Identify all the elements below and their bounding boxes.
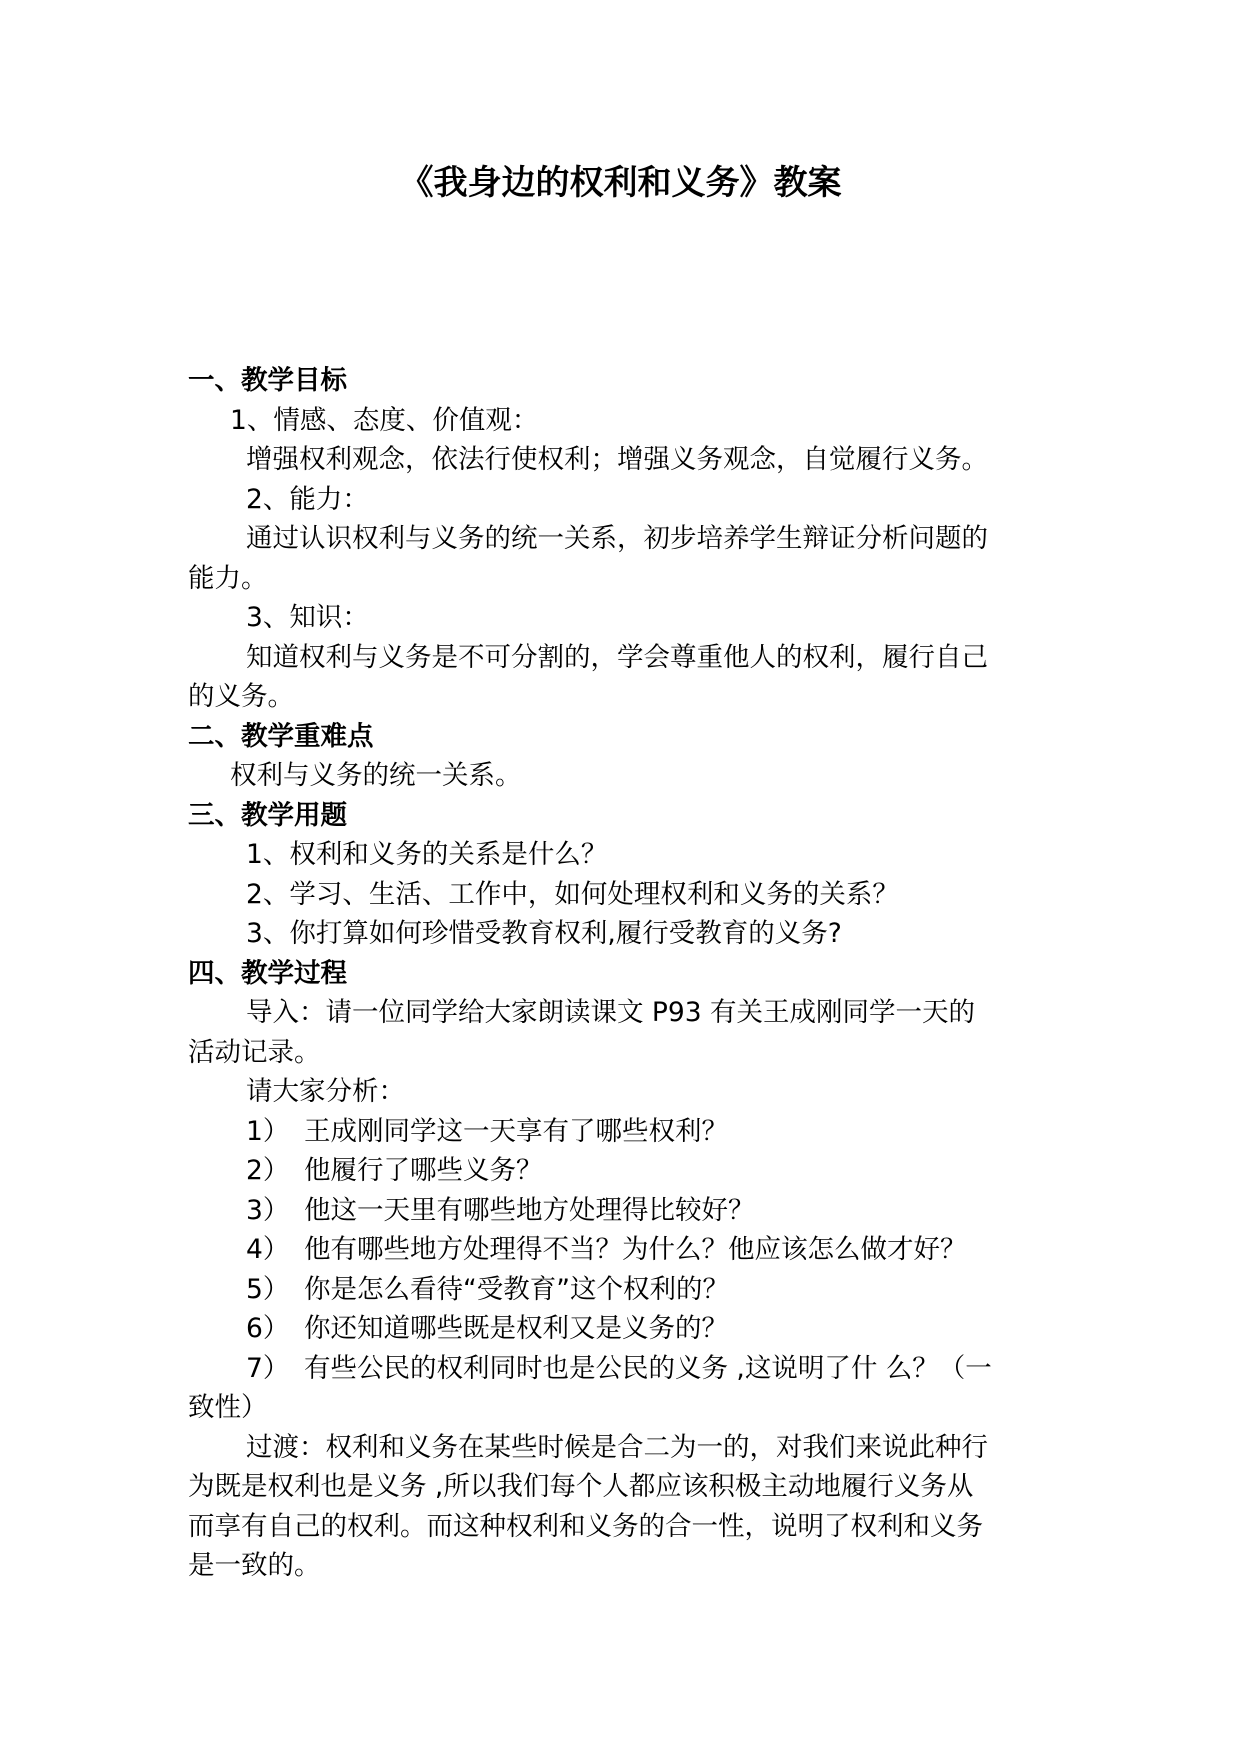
transition-line2: 为既是权利也是义务 ,所以我们每个人都应该积极主动地履行义务从: [188, 1471, 974, 1502]
question-3: 3、你打算如何珍惜受教育权利,履行受教育的义务?: [246, 918, 842, 949]
subheading-ability: 2、能力：: [246, 483, 369, 515]
subheading-knowledge: 3、知识：: [246, 602, 369, 633]
question-1: 1、权利和义务的关系是什么？: [246, 839, 608, 870]
transition-line3: 而享有自己的权利。而这种权利和义务的合一性，说明了权利和义务: [188, 1510, 983, 1542]
list-item: [188, 1151, 1068, 1191]
section-heading-goals: 一、教学目标: [188, 365, 347, 396]
list-item-text: 有些公民的权利同时也是公民的义务 ,这说明了什 么？（一: [304, 1352, 992, 1384]
transition-line4: 是一致的。: [188, 1550, 321, 1581]
list-item: [188, 1230, 1068, 1270]
list-item-number: 1）: [246, 1115, 290, 1147]
list-item-text: 他这一天里有哪些地方处理得比较好？: [304, 1194, 755, 1226]
list-item: [188, 1191, 1068, 1231]
list-item-number: 6）: [246, 1313, 290, 1344]
section-heading-questions: 三、教学用题: [188, 799, 347, 831]
subheading-emotion: 1、情感、态度、价值观：: [230, 404, 539, 436]
intro-line2: 活动记录。: [188, 1036, 321, 1068]
list-item-text: 你还知道哪些既是权利又是义务的？: [304, 1313, 728, 1344]
paragraph-keypoints: 权利与义务的统一关系。: [230, 760, 522, 791]
list-item: [188, 1112, 1068, 1152]
list-item-7-continuation: 致性）: [188, 1392, 268, 1423]
list-item: [188, 1349, 1068, 1389]
list-item-number: 4）: [246, 1234, 290, 1265]
list-item-number: 5）: [246, 1273, 290, 1305]
list-item-number: 3）: [246, 1194, 290, 1226]
section-heading-process: 四、教学过程: [188, 957, 347, 989]
list-item: [188, 1270, 1068, 1310]
list-item-text: 他有哪些地方处理得不当？为什么？他应该怎么做才好？: [304, 1234, 967, 1265]
paragraph-knowledge-line1: 知道权利与义务是不可分割的，学会尊重他人的权利，履行自己: [246, 641, 988, 673]
list-item-number: 7）: [246, 1352, 290, 1384]
section-heading-keypoints: 二、教学重难点: [188, 720, 374, 752]
paragraph-emotion: 增强权利观念，依法行使权利；增强义务观念，自觉履行义务。: [246, 444, 988, 475]
document-body: [188, 361, 1068, 1586]
transition-line1: 过渡：权利和义务在某些时候是合二为一的，对我们来说此种行: [246, 1431, 988, 1463]
list-item-text: 他履行了哪些义务？: [304, 1155, 543, 1186]
list-item-text: 王成刚同学这一天享有了哪些权利？: [304, 1115, 728, 1147]
analyze-prompt: 请大家分析：: [246, 1076, 405, 1107]
paragraph-knowledge-line2: 的义务。: [188, 681, 294, 712]
list-item: [188, 1309, 1068, 1349]
question-2: 2、学习、生活、工作中，如何处理权利和义务的关系？: [246, 878, 899, 910]
paragraph-ability-line2: 能力。: [188, 562, 268, 594]
list-item-number: 2）: [246, 1155, 290, 1186]
paragraph-ability-line1: 通过认识权利与义务的统一关系，初步培养学生辩证分析问题的: [246, 523, 988, 554]
document-title: 《我身边的权利和义务》教案: [399, 163, 842, 203]
list-item-text: 你是怎么看待“受教育”这个权利的？: [304, 1273, 729, 1305]
intro-line1: 导入：请一位同学给大家朗读课文 P93 有关王成刚同学一天的: [246, 997, 976, 1028]
